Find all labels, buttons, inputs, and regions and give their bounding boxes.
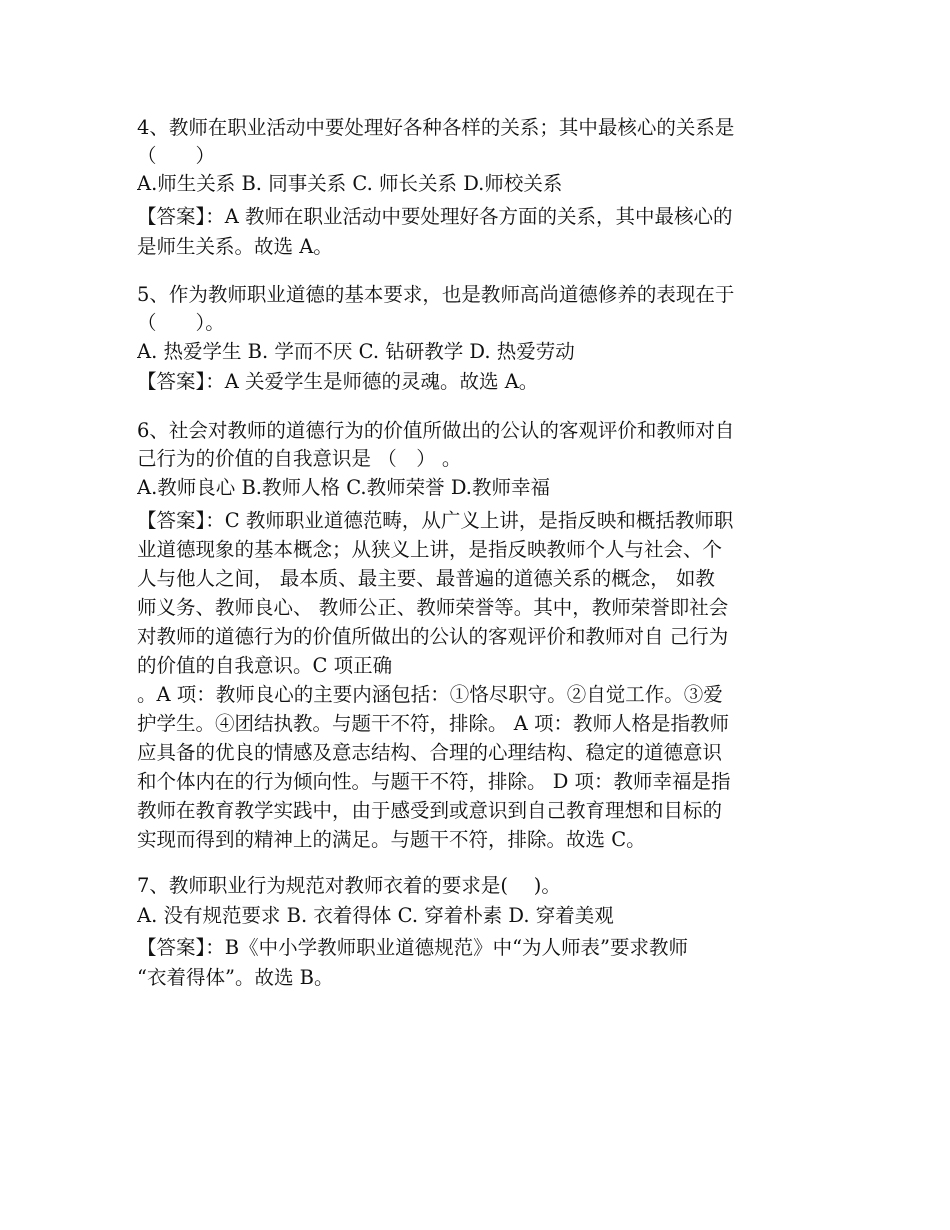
question-7-stem-line-1: 7、教师职业行为规范对教师衣着的要求是( )。	[137, 874, 561, 897]
question-6-answer-line-5: 对教师的道德行为的价值所做出的公认的客观评价和教师对自 己行为	[137, 625, 729, 648]
question-6-options: A.教师良心 B.教师人格 C.教师荣誉 D.教师幸福	[137, 476, 550, 499]
question-4-options: A.师生关系 B. 同事关系 C. 师长关系 D.师校关系	[137, 172, 563, 195]
question-5-stem-line-2: （ ）。	[137, 311, 225, 334]
question-5-answer-line-1: 【答案】：A 关爱学生是师德的灵魂。故选 A。	[137, 370, 539, 393]
question-7-answer-line-1: 【答案】：B《中小学教师职业道德规范》中“为人师表”要求教师	[137, 936, 689, 959]
question-7-answer-line-2: “衣着得体”。故选 B。	[137, 966, 334, 989]
question-4-answer-line-2: 是师生关系。故选 A。	[137, 235, 333, 258]
question-7-options: A. 没有规范要求 B. 衣着得体 C. 穿着朴素 D. 穿着美观	[137, 904, 614, 927]
question-4-answer-line-1: 【答案】：A 教师在职业活动中要处理好各方面的关系，其中最核心的	[137, 205, 733, 228]
question-6-answer-line-7: 。A 项：教师良心的主要内涵包括：①恪尽职守。②自觉工作。③爱	[137, 683, 723, 706]
question-6-answer-line-4: 师义务、教师良心、 教师公正、教师荣誉等。其中，教师荣誉即社会	[137, 596, 729, 619]
question-6-answer-line-9: 应具备的优良的情感及意志结构、合理的心理结构、稳定的道德意识	[137, 741, 723, 764]
question-5-options: A. 热爱学生 B. 学而不厌 C. 钻研教学 D. 热爱劳动	[137, 340, 575, 363]
question-4-stem-line-2: （ ）	[137, 144, 216, 167]
question-6-answer-line-11: 教师在教育教学实践中，由于感受到或意识到自己教育理想和目标的	[137, 799, 723, 822]
question-6-stem-line-1: 6、社会对教师的道德行为的价值所做出的公认的客观评价和教师对自	[137, 419, 735, 442]
question-6-answer-line-1: 【答案】：C 教师职业道德范畴，从广义上讲，是指反映和概括教师职	[137, 509, 734, 532]
question-6-answer-line-3: 人与他人之间， 最本质、最主要、最普遍的道德关系的概念， 如教	[137, 567, 715, 590]
question-6-answer-line-10: 和个体内在的行为倾向性。与题干不符，排除。 D 项：教师幸福是指	[137, 770, 731, 793]
question-4-stem-line-1: 4、教师在职业活动中要处理好各种各样的关系；其中最核心的关系是	[137, 116, 735, 139]
question-5-stem-line-1: 5、作为教师职业道德的基本要求，也是教师高尚道德修养的表现在于	[137, 283, 735, 306]
question-6-answer-line-2: 业道德现象的基本概念；从狭义上讲，是指反映教师个人与社会、个	[137, 538, 723, 561]
question-6-answer-line-8: 护学生。④团结执教。与题干不符，排除。 A 项：教师人格是指教师	[137, 712, 729, 735]
question-6-answer-line-6: 的价值的自我意识。C 项正确	[137, 654, 393, 677]
question-6-stem-line-2: 己行为的价值的自我意识是 （ ） 。	[137, 447, 462, 470]
question-6-answer-line-12: 实现而得到的精神上的满足。与题干不符，排除。故选 C。	[137, 828, 646, 851]
